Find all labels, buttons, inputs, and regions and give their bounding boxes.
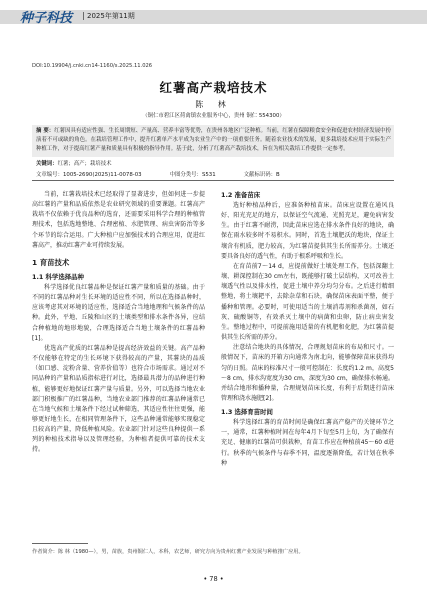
- doi: DOI:10.19904/j.cnki.cn14-1160/s.2025.11.026: [32, 63, 153, 69]
- abstract-label: 摘 要：: [36, 128, 55, 134]
- keywords-label: 关键词：: [36, 161, 58, 167]
- paragraph-1-1-a: 科学选择优良红薯品种是保证红薯产量和质量的基础。由于不同的红薯品种对生长环境的适应性不同，所以在选择品种时，应该考虑其对环境的适应性，选择适合当地地理和气候条件的品种。此外，平地、丘陵和山区的土壤类型和排水条件各异，应结合种植地的地形地貌，合理选择适合当地土壤条件的红薯品种[1]。: [32, 283, 205, 342]
- author-affiliation: （铜仁市碧江区荷禽镇农业服务中心，贵州 铜仁 554300）: [142, 113, 285, 119]
- journal-logo-text: 种子科技: [20, 10, 73, 26]
- clc-number: 中图分类号：S531: [169, 172, 216, 178]
- abstract-text: 红薯因具有适应性强、生长周期短、产量高、营养丰富等优势，在贵州各地区广泛种植。当前，红薯在保障粮食安全和促进农村经济发展中扮演着不可或缺的角色。在栽培管理工作中，提升红薯单产水平成为农业生产中的一项重要任务。随着农业技术的发展，更多栽培技术应用于实际生产种植工作，对于提高红薯产量和质量具有积极的指导作用。基于此，分析了红薯高产栽培技术，旨在为相关栽培工作提供一定参考。: [36, 128, 391, 152]
- paragraph-1-3-a: 科学选择红薯的育苗时间是确保红薯高产稳产的关键环节之一，通常，红薯种植时间在每年4月下旬至5月上旬，为了确保有充足、健康的红薯苗可供栽种，育苗工作应在种植前45～60 d进行。秋季的气候条件与春季不同，温度逐渐降低，若计划在秋季种: [221, 419, 394, 467]
- journal-header: [0, 0, 427, 30]
- footnote-divider: [32, 543, 88, 544]
- document-code: 文献标识码：B: [243, 172, 280, 178]
- paragraph-1-2-a: 选好种植品种后，应准备种植苗床。苗床应设置在通风良好、阳光充足的地方，以保证空气流通、光照充足，避免病害发生。由于红薯不耐涝，因此苗床应选在排水条件良好的地块，确保在雨水较多时不易积水。同时，首选土壤肥沃的地块，保证土壤含有机质，肥力较高，为红薯苗提供其生长所需养分。土壤还要具备良好的透气性，有助于根系呼吸和生长。: [221, 202, 394, 260]
- subsection-heading-1-1: 1.1 科学选择品种: [32, 272, 84, 281]
- body-column-right: [221, 190, 394, 469]
- article-title: 红薯高产栽培技术: [159, 80, 268, 95]
- journal-issue: 2025年第11期: [87, 12, 135, 20]
- author-footnote: 作者简介：陈 林（1980—），男，苗族，贵州铜仁人，本科，农艺师，研究方向为贵州红薯产业发展与种植推广应用。: [32, 549, 304, 555]
- keywords: [36, 159, 391, 167]
- header-separator: |: [82, 11, 85, 20]
- section-heading-1: 1 育苗技术: [32, 257, 70, 267]
- journal-logo: [18, 4, 74, 28]
- author-name: 陈 林: [195, 100, 232, 109]
- subsection-heading-1-2: 1.2 准备苗床: [221, 191, 261, 199]
- paragraph-1-2-b: 在育苗前7～14 d，应提前做好土壤处理工作，包括深翻土壤、耕深控制在30 cm左右，既能够打破土层结构，又可改善土壤透气性以及排水性，促进土壤中养分均匀分布。之后进行精细整地，将土壤耙平，去除杂草和石块，确保苗床表面平整，便于播种和管理。必要时，可使用适当的土壤消毒剂和杀菌剂，如石灰、硫酸铜等，有效杀灭土壤中的病菌和虫卵，防止病虫害发生。整地过程中，可提前施用适量的有机肥和化肥，为红薯苗提供其生长所需的养分。: [221, 262, 394, 342]
- header-divider: [32, 180, 394, 181]
- subsection-heading-1-3: 1.3 选择育苗时间: [221, 408, 273, 417]
- page-number: • 78 •: [203, 575, 224, 583]
- paragraph-1-1-b: 优选高产优质的红薯品种是提高经济效益的关键。高产品种不仅能够在特定的生长环境下获得较高的产量，其薯块的品质（如口感、淀粉含量、营养价值等）也符合市场需求。通过对不同品种的产量和品质指标进行对比，选择最具潜力的品种进行种植，能够更好地保证红薯产量与质量。另外，可以选择当地农业部门积极推广的红薯品种，当地农业部门推荐的红薯品种通常已在当地气候和土壤条件下经过试种筛选，其适应性往往更强，能够更好地生长，在相同管理条件下，这些品种通常能够实现稳定且较高的产量，降低种植风险。农业部门针对这些良种提供一系列的种植技术指导以及管理经验，为种植者提供可靠的技术支持。: [32, 344, 205, 454]
- keywords-text: 红薯；高产；栽培技术: [57, 161, 112, 167]
- paragraph-1-2-c: 注意结合地块的具体情况，合理规划苗床的布局和尺寸。一般情况下，苗床的开箱方向通常为南北向，能够保障苗床获得均匀的日照。苗床的标准尺寸一般可控制在：长度约1.2 m，高度5～8 cm，排水沟宽度为30 cm，深度为30 cm，确保排水畅通。并结合地形和播种量，合理规划苗床长度，有利于后期进行苗床管理和浇水施肥[2]。: [221, 344, 394, 402]
- abstract: [36, 127, 391, 154]
- classification-line: [36, 170, 391, 178]
- body-column-left: [32, 190, 205, 456]
- article-number: 文章编号：1005-2690(2025)11-0078-03: [36, 172, 142, 178]
- intro-paragraph: 当前，红薯栽培技术已经取得了显著进步，但如何进一步提高红薯的产量和品质依然是农业研究领域的重要课题。红薯高产栽培不仅依赖于优良品种的选育，还需要采用科学合理的种植管理技术，包括选地整地、合理密植、水肥管理、病虫害防治等多个环节的综合运用。广大种植户应加强技术的合理应用，促进红薯高产，推动红薯产业可持续发展。: [32, 191, 205, 249]
